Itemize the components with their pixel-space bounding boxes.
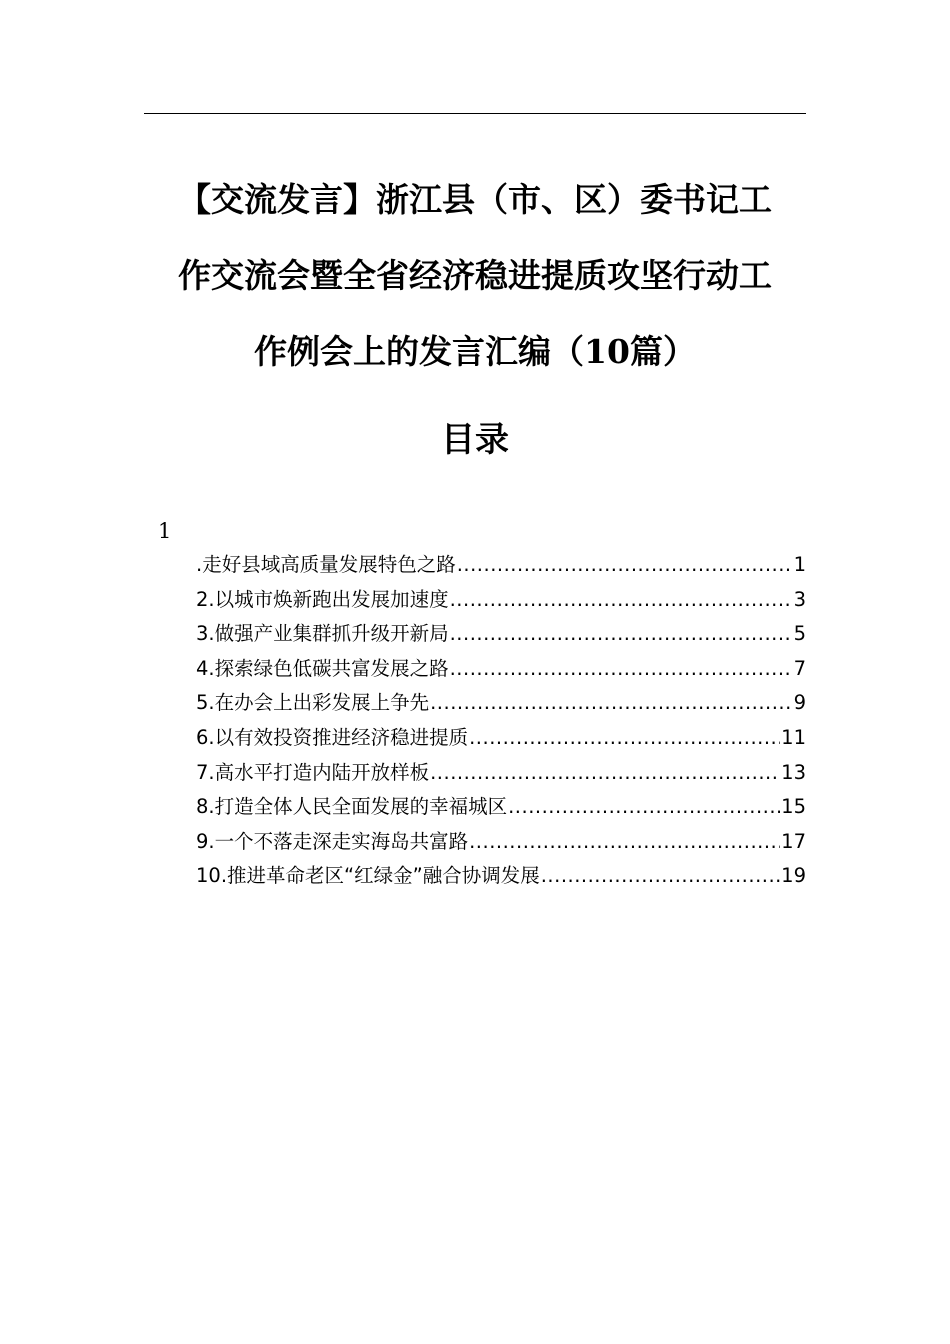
toc-heading: 目录 (441, 420, 509, 460)
toc-entry-3[interactable] (196, 619, 806, 654)
toc-leader-dots (430, 688, 792, 718)
toc-entry-page: 19 (781, 864, 806, 888)
title-line-1: 【交流发言】浙江县（市、区）委书记工 (178, 180, 772, 219)
toc-entry-page: 17 (781, 829, 806, 853)
document-title (150, 162, 800, 390)
toc-entry-page: 13 (781, 760, 806, 784)
toc-entry-title: .走好县域高质量发展特色之路 (196, 553, 456, 576)
toc-leader-dots (469, 827, 780, 857)
toc-entry-title: 3.做强产业集群抓升级开新局 (196, 622, 449, 646)
toc-entry-title: 4.探索绿色低碳共富发展之路 (196, 656, 449, 680)
toc-entry-7[interactable] (196, 758, 806, 793)
toc-entry-9[interactable] (196, 827, 806, 862)
toc-entry-title: 5.在办会上出彩发展上争先 (196, 691, 430, 715)
toc-leader-dots (450, 654, 793, 684)
toc-entry-page: 15 (781, 795, 806, 819)
toc-leader-dots (469, 723, 780, 753)
title-line-3: 作例会上的发言汇编（10篇） (254, 332, 696, 371)
table-of-contents (196, 550, 806, 896)
toc-leader-dots (430, 758, 780, 788)
toc-entry-title: 8.打造全体人民全面发展的幸福城区 (196, 795, 508, 819)
toc-leader-dots (457, 550, 793, 580)
toc-leader-dots (450, 619, 793, 649)
toc-entry-4[interactable] (196, 654, 806, 689)
title-line-2: 作交流会暨全省经济稳进提质攻坚行动工 (178, 256, 772, 295)
toc-entry-page: 1 (793, 553, 806, 576)
toc-leader-dots (450, 585, 793, 615)
toc-entry-title: 2.以城市焕新跑出发展加速度 (196, 587, 449, 611)
toc-entry-1[interactable] (196, 550, 806, 585)
header-rule (144, 113, 806, 114)
toc-entry-title: 7.高水平打造内陆开放样板 (196, 760, 430, 784)
toc-entry-2[interactable] (196, 585, 806, 620)
toc-entry-title: 6.以有效投资推进经济稳进提质 (196, 725, 469, 749)
toc-entry-5[interactable] (196, 688, 806, 723)
toc-entry-page: 7 (793, 656, 806, 680)
toc-entry-6[interactable] (196, 723, 806, 758)
toc-entry-page: 9 (793, 691, 806, 715)
toc-leader-dots (541, 861, 780, 891)
toc-leader-dots (508, 792, 780, 822)
toc-entry-page: 5 (793, 622, 806, 646)
toc-entry-page: 3 (793, 587, 806, 611)
toc-entry-page: 11 (781, 725, 806, 749)
toc-entry-title: 10.推进革命老区“红绿金”融合协调发展 (196, 864, 540, 888)
toc-entry-10[interactable] (196, 861, 806, 896)
toc-stray-number: 1 (158, 519, 172, 543)
toc-entry-8[interactable] (196, 792, 806, 827)
toc-entry-title: 9.一个不落走深走实海岛共富路 (196, 829, 469, 853)
